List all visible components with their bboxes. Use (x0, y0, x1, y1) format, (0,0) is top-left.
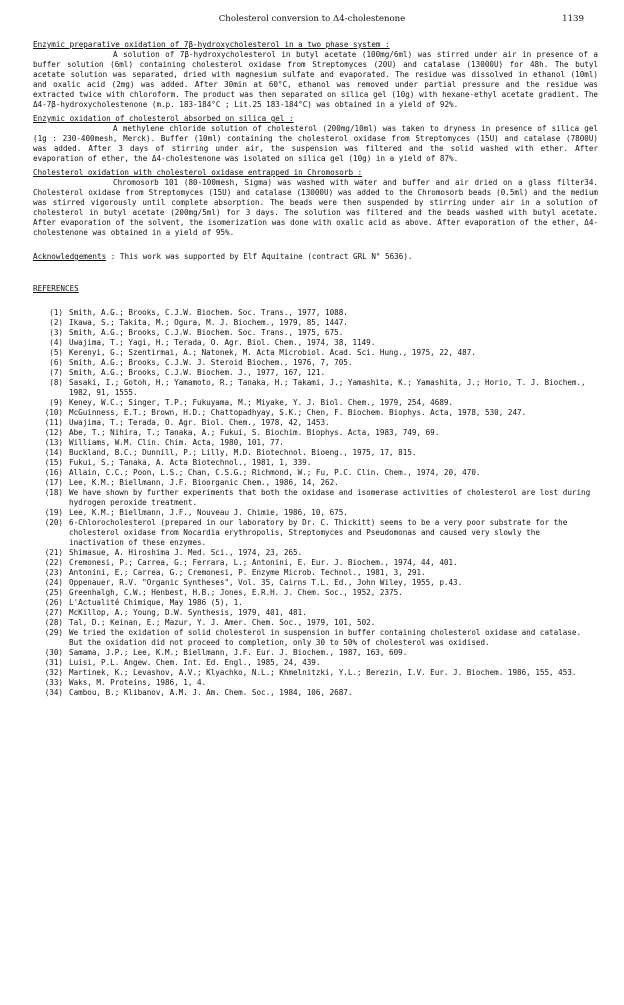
acknowledgements-text: : This work was supported by Elf Aquitaine (contract GRL N° 5636). (106, 252, 413, 261)
reference-number: (1) (49, 308, 63, 317)
reference-text: L'Actualité Chimique, May 1986 (5), 1. (69, 598, 243, 607)
reference-number: (33) (44, 678, 63, 687)
acknowledgements-label: Acknowledgements (33, 252, 107, 261)
reference-text: Keney, W.C.; Singer, T.P.; Fukuyama, M.; Miyake, Y. J. Biol. Chem., 1979, 254, 4689. (69, 398, 454, 407)
article-body (33, 40, 598, 698)
spacer (33, 262, 598, 284)
reference-item (33, 318, 598, 328)
reference-text: Lee, K.M.; Biellmann, J.F., Nouveau J. Chimie, 1986, 10, 675. (69, 508, 348, 517)
reference-number: (32) (44, 668, 63, 677)
paragraph-text: A solution of 7β-hydroxycholesterol in butyl acetate (100mg/6ml) was stirred under air in presence of a buffer solution (6ml) containing cholesterol oxidase from Streptomyces (20U) and catalase (13000U) for 48h. The butyl acetate solution was separated, dried with magnesium sulfate and evaporated. The residue was dissolved in ethanol (10ml) and oxalic acid (2mg) was added. After 30min at 60°C, ethanol was removed under partial pressure and the residue was extracted twice with chloroform. The product was then separated on silica gel (10g) with hexane-ethyl acetate gradient. The Δ4-7β-hydroxycholestenone (m.p. 183-184°C ; Lit.25 183-184°C) was obtained in a yield of 92%. (33, 50, 598, 109)
reference-item (33, 418, 598, 428)
reference-text: Luisi, P.L. Angew. Chem. Int. Ed. Engl., 1985, 24, 439. (69, 658, 321, 667)
reference-item (33, 668, 598, 678)
reference-text: Williams, W.M. Clin. Chim. Acta, 1980, 101, 77. (69, 438, 284, 447)
reference-number: (26) (44, 598, 63, 607)
reference-number: (19) (44, 508, 63, 517)
section-paragraph (33, 178, 598, 238)
reference-text: Abe, T.; Nihira, T.; Tanaka, A.; Fukui, S. Biochim. Biophys. Acta, 1983, 749, 69. (69, 428, 440, 437)
reference-item (33, 338, 598, 348)
reference-number: (31) (44, 658, 63, 667)
reference-text: 6-Chlorocholesterol (prepared in our laboratory by Dr. C. Thickitt) seems to be a very poor substrate for the cholesterol oxidase from Nocardia erythropolis, Streptomyces and Pseudomonas and caused very slowly the inactivation of these enzymes. (69, 518, 568, 547)
reference-number: (34) (44, 688, 63, 697)
reference-number: (7) (49, 368, 63, 377)
section-heading: Enzymic preparative oxidation of 7β-hydroxycholesterol in a two phase system : (33, 40, 390, 49)
reference-text: Uwajima, T.; Terada, O. Agr. Biol. Chem., 1978, 42, 1453. (69, 418, 330, 427)
paragraph-text: A methylene chloride solution of cholesterol (200mg/10ml) was taken to dryness in presence of silica gel (1g : 230-400mesh, Merck). Buffer (10ml) containing the cholesterol oxidase from Streptomyces (15U) and catalase (7800U) was added. After 3 days of stirring under air, the suspension was filtered and the solid washed with ether. After evaporation of ether, the Δ4-cholestenone was isolated on silica gel (10g) in a yield of 87%. (33, 124, 598, 163)
reference-item (33, 618, 598, 628)
reference-text: Ikawa, S.; Takita, M.; Ogura, M. J. Biochem., 1979, 85, 1447. (69, 318, 348, 327)
reference-item (33, 678, 598, 688)
reference-item (33, 398, 598, 408)
reference-number: (18) (44, 488, 63, 497)
reference-number: (21) (44, 548, 63, 557)
reference-text: Waks, M. Proteins, 1986, 1, 4. (69, 678, 207, 687)
reference-number: (27) (44, 608, 63, 617)
page-number: 1139 (562, 14, 584, 24)
reference-text: Sasaki, I.; Gotoh, H.; Yamamoto, R.; Tanaka, H.; Takami, J.; Yamashita, K.; Yamashita, J.; Horio, T. J. Biochem., 1982, 91, 1555. (69, 378, 586, 397)
reference-text: Oppenauer, R.V. "Organic Syntheses", Vol. 35, Cairns T.L. Ed., John Wiley, 1955, p.43. (69, 578, 463, 587)
reference-text: Smith, A.G.; Brooks, C.J.W. Biochem. Soc. Trans., 1977, 1088. (69, 308, 348, 317)
reference-item (33, 568, 598, 578)
reference-item (33, 628, 598, 648)
reference-number: (4) (49, 338, 63, 347)
reference-number: (5) (49, 348, 63, 357)
reference-number: (28) (44, 618, 63, 627)
references-list (33, 308, 598, 698)
reference-number: (30) (44, 648, 63, 657)
reference-text: Allain, C.C.; Poon, L.S.; Chan, C.S.G.; Richmond, W.; Fu, P.C. Clin. Chem., 1974, 20, 470. (69, 468, 481, 477)
reference-item (33, 488, 598, 508)
reference-number: (13) (44, 438, 63, 447)
reference-number: (11) (44, 418, 63, 427)
acknowledgements (33, 252, 598, 262)
reference-number: (16) (44, 468, 63, 477)
experimental-section (33, 114, 598, 164)
reference-item (33, 368, 598, 378)
reference-number: (9) (49, 398, 63, 407)
spacer (33, 242, 598, 252)
section-paragraph (33, 50, 598, 110)
reference-number: (25) (44, 588, 63, 597)
reference-text: Buckland, B.C.; Dunnill, P.; Lilly, M.D. Biotechnol. Bioeng., 1975, 17, 815. (69, 448, 417, 457)
reference-item (33, 688, 598, 698)
reference-text: Smith, A.G.; Brooks, C.J.W. Biochem. Soc. Trans., 1975, 675. (69, 328, 344, 337)
reference-number: (29) (44, 628, 63, 637)
reference-text: We tried the oxidation of solid cholesterol in suspension in buffer containing cholesterol oxidase and catalase. But the oxidation did not proceed to completion, only 30 to 50% of cholesterol was oxidised. (69, 628, 582, 647)
reference-item (33, 578, 598, 588)
reference-number: (20) (44, 518, 63, 527)
reference-item (33, 358, 598, 368)
reference-text: Greenhalgh, C.W.; Henbest, H.B.; Jones, E.R.H. J. Chem. Soc., 1952, 2375. (69, 588, 403, 597)
reference-item (33, 468, 598, 478)
reference-item (33, 558, 598, 568)
reference-item (33, 348, 598, 358)
reference-item (33, 308, 598, 318)
reference-text: Uwajima, T.; Yagi, H.; Terada, O. Agr. Biol. Chem., 1974, 38, 1149. (69, 338, 376, 347)
reference-text: We have shown by further experiments that both the oxidase and isomerase activities of cholesterol are lost during hydrogen peroxide treatment. (69, 488, 591, 507)
reference-text: Cremonesi, P.; Carrea, G.; Ferrara, L.; Antonini, E. Eur. J. Biochem., 1974, 44, 401. (69, 558, 458, 567)
reference-number: (3) (49, 328, 63, 337)
section-heading: Cholesterol oxidation with cholesterol oxidase entrapped in Chromosorb : (33, 168, 363, 177)
experimental-section (33, 40, 598, 110)
reference-number: (15) (44, 458, 63, 467)
reference-number: (17) (44, 478, 63, 487)
reference-text: Smith, A.G.; Brooks, C.J.W. Biochem. J., 1977, 167, 121. (69, 368, 326, 377)
reference-number: (22) (44, 558, 63, 567)
reference-text: Antonini, E.; Carrea, G.; Cremonesi, P. Enzyme Microb. Technol., 1981, 3, 291. (69, 568, 426, 577)
reference-item (33, 658, 598, 668)
reference-item (33, 508, 598, 518)
paragraph-text: Chromosorb 101 (80-100mesh, Sigma) was washed with water and buffer and air dried on a glass filter34. Cholesterol oxidase from Streptomyces (15U) and catalase (13000U) was added to the Chromosorb beads (0.5ml) and the medium was stirred vigorously until complete absorption. The beads were then suspended by stirring under air in a solution of cholesterol in butyl acetate (200mg/5ml) for 3 days. The solution was filtered and the beads washed with butyl acetate. After evaporation of the solvent, the isomerization was done with oxalic acid as above. After evaporation of the ether, Δ4-cholestenone was obtained in a yield of 95%. (33, 178, 598, 237)
reference-number: (2) (49, 318, 63, 327)
reference-number: (23) (44, 568, 63, 577)
reference-item (33, 448, 598, 458)
reference-text: Smith, A.G.; Brooks, C.J.W. J. Steroid Biochem., 1976, 7, 705. (69, 358, 353, 367)
section-paragraph (33, 124, 598, 164)
reference-text: Samama, J.P.; Lee, K.M.; Biellmann, J.F. Eur. J. Biochem., 1987, 163, 609. (69, 648, 408, 657)
reference-number: (24) (44, 578, 63, 587)
reference-item (33, 608, 598, 618)
section-heading: Enzymic oxidation of cholesterol absorbed on silica gel : (33, 114, 294, 123)
reference-item (33, 478, 598, 488)
reference-number: (14) (44, 448, 63, 457)
reference-text: Fukui, S.; Tanaka, A. Acta Biotechnol., 1981, 1, 339. (69, 458, 312, 467)
reference-text: Martinek, K.; Levashov, A.V.; Klyachko, N.L.; Khmelnitzki, Y.L.; Berezin, I.V. Eur. J. Biochem. 1986, 155, 453. (69, 668, 577, 677)
reference-text: McGuinness, E.T.; Brown, H.D.; Chattopadhyay, S.K.; Chen, F. Biochem. Biophys. Acta, 1978, 530, 247. (69, 408, 527, 417)
reference-text: Lee, K.M.; Biellmann, J.F. Bioorganic Chem., 1986, 14, 262. (69, 478, 339, 487)
reference-item (33, 408, 598, 418)
reference-number: (10) (44, 408, 63, 417)
references-heading: REFERENCES (33, 284, 79, 293)
reference-item (33, 648, 598, 658)
reference-number: (6) (49, 358, 63, 367)
reference-number: (12) (44, 428, 63, 437)
reference-item (33, 458, 598, 468)
reference-number: (8) (49, 378, 63, 387)
reference-item (33, 438, 598, 448)
reference-text: McKillop, A.; Young, D.W. Synthesis, 1979, 401, 481. (69, 608, 307, 617)
reference-text: Cambou, B.; Klibanov, A.M. J. Am. Chem. Soc., 1984, 106, 2687. (69, 688, 353, 697)
reference-text: Kerenyi, G.; Szentirmai, A.; Natonek, M. Acta Microbiol. Acad. Sci. Hung., 1975, 22, 487. (69, 348, 476, 357)
reference-item (33, 548, 598, 558)
experimental-section (33, 168, 598, 238)
reference-item (33, 518, 598, 548)
reference-item (33, 328, 598, 338)
reference-item (33, 588, 598, 598)
running-header (40, 14, 584, 28)
reference-item (33, 598, 598, 608)
reference-text: Shimasue, A. Hiroshima J. Med. Sci., 1974, 23, 265. (69, 548, 303, 557)
reference-text: Tal, D.; Keinan, E.; Mazur, Y. J. Amer. Chem. Soc., 1979, 101, 502. (69, 618, 376, 627)
running-title: Cholesterol conversion to Δ4-cholestenone (218, 14, 406, 24)
reference-item (33, 428, 598, 438)
reference-item (33, 378, 598, 398)
